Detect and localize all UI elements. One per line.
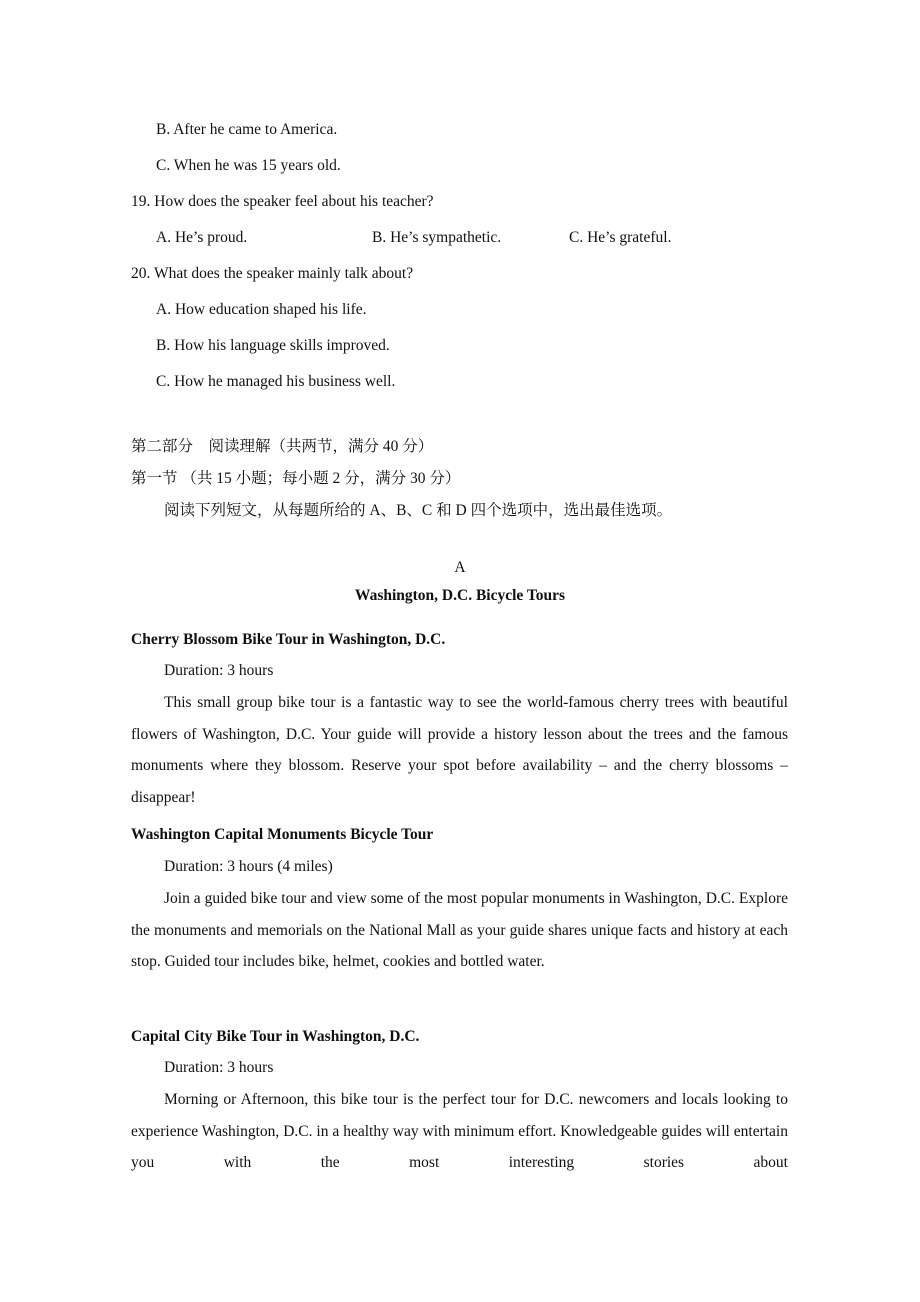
tour-2-description: Join a guided bike tour and view some of the most popular monuments in Washington, D.C. Explore the monuments and memorials on the National Mall as your guide shares unique facts and history at each stop. Guided tour includes bike, helmet, cookies and bottled water. (131, 890, 788, 971)
q20-option-c: C. How he managed his business well. (156, 373, 396, 390)
q18-option-b: B. After he came to America. (156, 121, 338, 138)
tour-1-description: This small group bike tour is a fantastic way to see the world-famous cherry trees with beautiful flowers of Washington, D.C. Your guide will provide a history lesson about the trees and the famous monuments where they blossom. Reserve your spot before availability – and the cherry blossoms – disappear! (131, 694, 788, 807)
q20-option-a: A. How education shaped his life. (156, 301, 367, 318)
q18-option-c: C. When he was 15 years old. (156, 157, 341, 174)
tour-1-duration: Duration: 3 hours (164, 662, 274, 679)
tour-3-description: Morning or Afternoon, this bike tour is the perfect tour for D.C. newcomers and locals looking to experience Washington, D.C. in a healthy way with minimum effort. Knowledgeable guides will entertain you with the most interesting stories about (131, 1091, 788, 1172)
tour-3-duration: Duration: 3 hours (164, 1059, 274, 1076)
tour-1-name: Cherry Blossom Bike Tour in Washington, D.C. (131, 631, 446, 648)
instruction: 阅读下列短文，从每题所给的 A、B、C 和 D 四个选项中，选出最佳选项。 (164, 502, 673, 519)
passage-title: Washington, D.C. Bicycle Tours (354, 587, 566, 604)
q19-option-b: B. He’s sympathetic. (372, 229, 502, 246)
q20-option-b: B. How his language skills improved. (156, 337, 390, 354)
part2-heading: 第二部分 阅读理解（共两节，满分 40 分） (131, 438, 434, 455)
q20-question: 20. What does the speaker mainly talk about? (131, 265, 414, 282)
q19-option-c: C. He’s grateful. (569, 229, 672, 246)
tour-3-name: Capital City Bike Tour in Washington, D.C. (131, 1028, 420, 1045)
q19-question: 19. How does the speaker feel about his teacher? (131, 193, 434, 210)
tour-2-name: Washington Capital Monuments Bicycle Tour (131, 826, 434, 843)
passage-label: A (454, 559, 466, 576)
q19-option-a: A. He’s proud. (156, 229, 248, 246)
tour-2-duration: Duration: 3 hours (4 miles) (164, 858, 333, 875)
section1-heading: 第一节 （共 15 小题；每小题 2 分，满分 30 分） (131, 470, 461, 487)
